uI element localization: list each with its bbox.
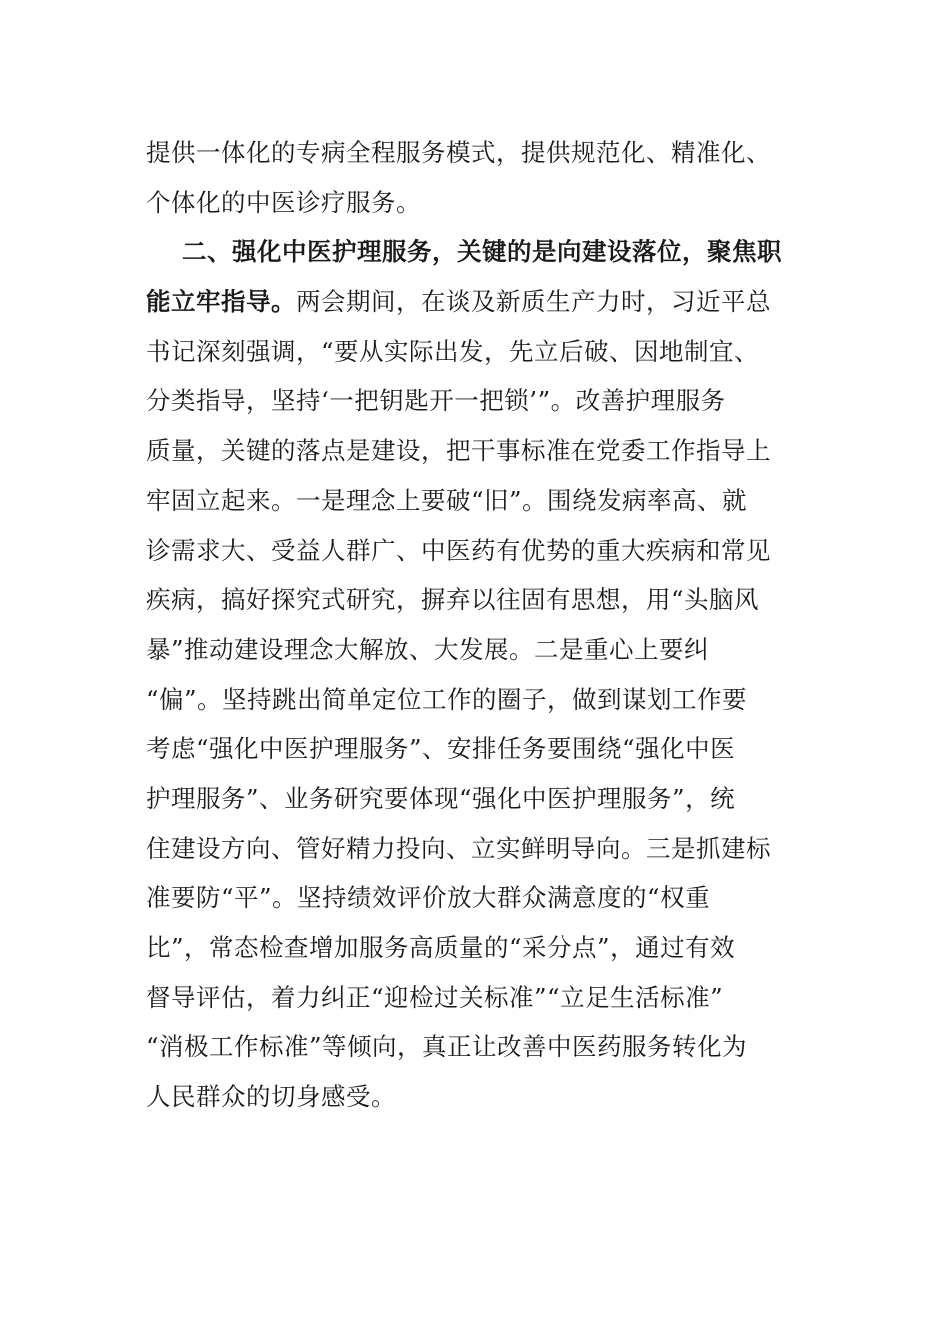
text-line: 质量，关键的落点是建设，把干事标准在党委工作指导上 <box>146 436 771 466</box>
text-line: “偏”。坚持跳出简单定位工作的圈子，做到谋划工作要 <box>146 684 748 714</box>
text-line: 考虑“强化中医护理服务”、安排任务要围绕“强化中医 <box>146 734 736 764</box>
text-line: 个体化的中医诊疗服务。 <box>146 187 421 217</box>
text-line <box>146 277 806 327</box>
section-heading: 二、强化中医护理服务，关键的是向建设落位，聚焦职 <box>182 237 782 267</box>
text-line: 分类指导，坚持‘一把钥匙开一把锁’”。改善护理服务 <box>146 386 726 416</box>
document-body <box>146 128 806 1122</box>
text-span: 两会期间，在谈及新质生产力时，习近平总 <box>296 287 771 317</box>
text-line: “消极工作标准”等倾向，真正让改善中医药服务转化为 <box>146 1032 748 1062</box>
text-line: 牢固立起来。一是理念上要破“旧”。围绕发病率高、就 <box>146 485 748 515</box>
text-line: 诊需求大、受益人群广、中医药有优势的重大疾病和常见 <box>146 535 771 565</box>
text-line: 护理服务”、业务研究要体现“强化中医护理服务”，统 <box>146 783 736 813</box>
section-heading-end: 能立牢指导。 <box>146 287 296 317</box>
text-line: 比”，常态检查增加服务高质量的“采分点”，通过有效 <box>146 933 736 962</box>
text-line: 准要防“平”。坚持绩效评价放大群众满意度的“权重 <box>146 883 711 913</box>
text-line: 提供一体化的专病全程服务模式，提供规范化、精准化、 <box>146 138 771 167</box>
text-line: 疾病，搞好探究式研究，摒弃以往固有思想，用“头脑风 <box>146 585 760 615</box>
text-line: 书记深刻强调，“要从实际出发，先立后破、因地制宜、 <box>146 336 760 366</box>
text-line: 人民群众的切身感受。 <box>146 1082 396 1112</box>
text-line: 督导评估，着力纠正“迎检过关标准”“立足生活标准” <box>146 982 724 1012</box>
text-line: 住建设方向、管好精力投向、立实鲜明导向。三是抓建标 <box>146 833 771 863</box>
text-line: 暴”推动建设理念大解放、大发展。二是重心上要纠 <box>146 634 710 664</box>
